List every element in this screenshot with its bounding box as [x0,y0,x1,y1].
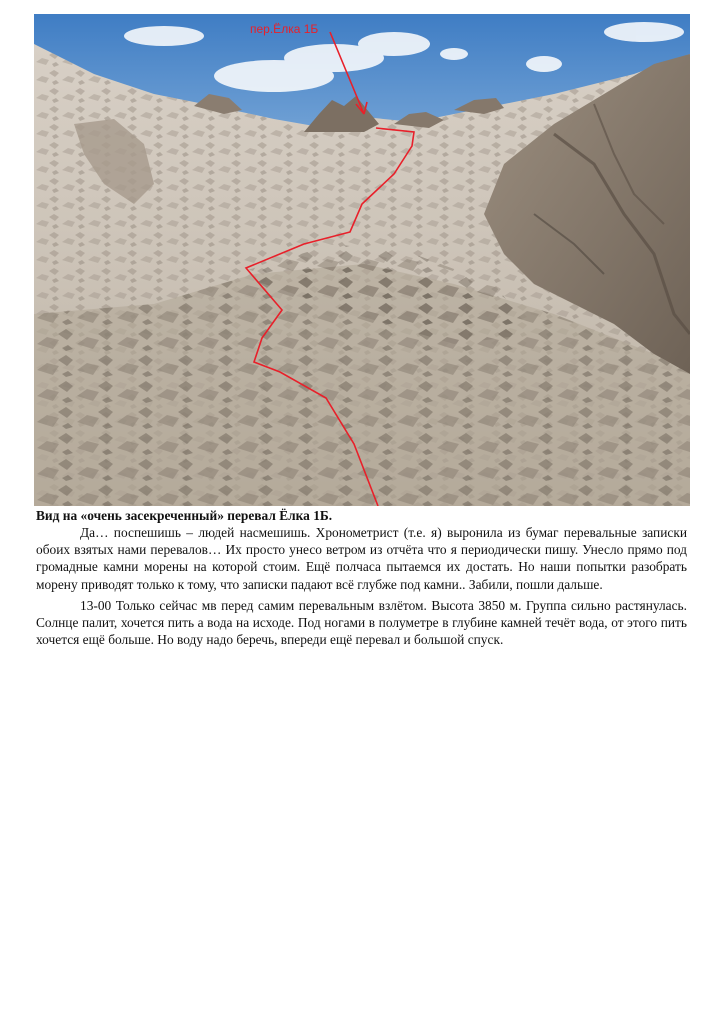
pass-name-label: пер.Ёлка 1Б [250,22,319,36]
pass-photo [34,14,690,506]
report-text [36,524,687,652]
paragraph: Да… поспешишь – людей насмешишь. Хронометрист (т.е. я) выронила из бумаг перевальные записки обоих взятых нами перевалов… Их просто унесо ветром из отчёта что я периодически пишу. Унесло прямо под громадные камни морены на которой стоим. Ещё полчаса пытаемся их достать. Но наши попытки разобрать морену приводят только к тому, что записки падают всё глубже под камни.. Забили, пошли дальше. [36,525,687,592]
photo-caption: Вид на «очень засекреченный» перевал Ёлка 1Б. [36,508,333,523]
paragraph: 13-00 Только сейчас мв перед самим перевальным взлётом. Высота 3850 м. Группа сильно растянулась. Солнце палит, хочется пить а вода на исходе. Под ногами в полуметре в глубине камней течёт вода, от этого пить хочется ещё больше. Но воду надо беречь, впереди ещё перевал и большой спуск. [36,597,687,648]
pass-photo-drawing [34,14,690,506]
